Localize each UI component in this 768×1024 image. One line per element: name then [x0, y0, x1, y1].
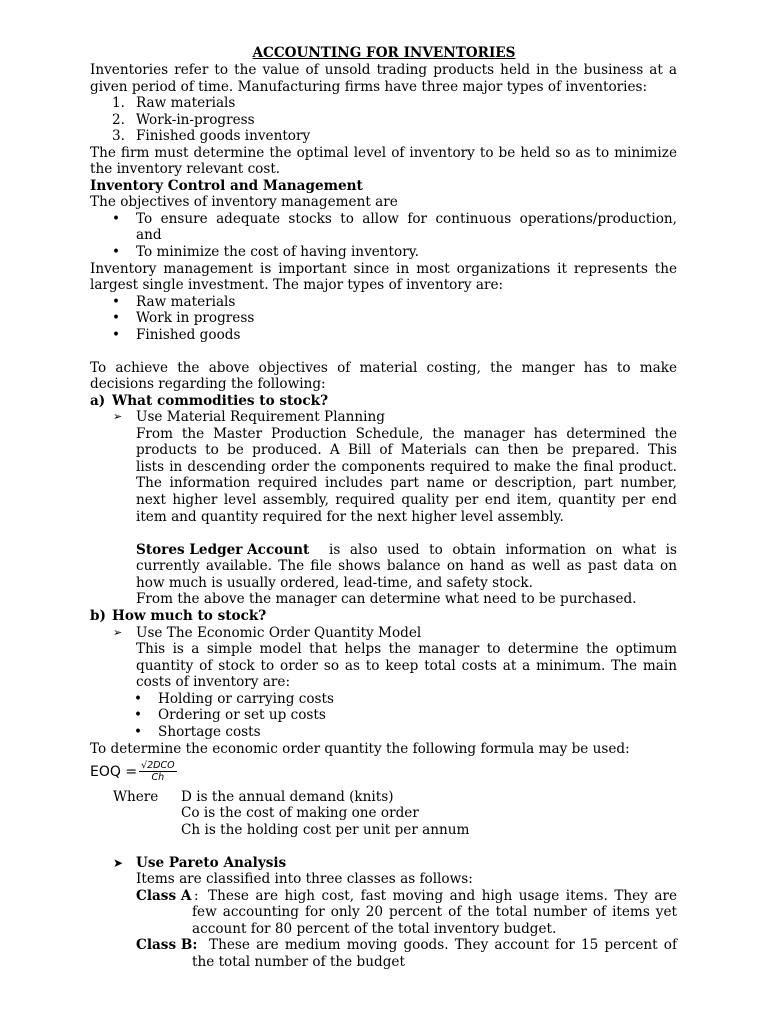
- method-heading: Use Pareto Analysis: [136, 855, 287, 871]
- list-item: To minimize the cost of having inventory.: [136, 244, 419, 260]
- bullet-icon: •: [112, 310, 121, 326]
- list-item: Work in progress: [136, 310, 255, 326]
- mrp-line: next higher level assembly, required quality per end item, quantity per end: [136, 492, 677, 508]
- class-b-line: the total number of the budget: [192, 954, 405, 970]
- list-item: To ensure adequate stocks to allow for continuous operations/production,: [136, 211, 677, 227]
- formula-lhs: EOQ =: [90, 763, 138, 780]
- list-item: Work-in-progress: [136, 112, 255, 128]
- list-number: 3.: [112, 128, 125, 144]
- question-label: b): [90, 608, 106, 624]
- stores-ledger-text: is also used to obtain information on what is: [329, 542, 677, 558]
- arrow-bold-icon: ➤: [113, 856, 124, 870]
- arrow-icon: ➢: [113, 410, 123, 423]
- method-heading: Use The Economic Order Quantity Model: [136, 625, 422, 641]
- list-item-continued: and: [136, 227, 162, 243]
- intro-line-1: Inventories refer to the value of unsold trading products held in the business at a: [90, 62, 677, 78]
- objectives-intro: The objectives of inventory management are: [90, 194, 398, 210]
- achieve-line-2: decisions regarding the following:: [90, 376, 326, 392]
- list-item: Raw materials: [136, 294, 236, 310]
- list-item: Shortage costs: [158, 724, 261, 740]
- importance-line-1: Inventory management is important since in most organizations it represents the: [90, 261, 677, 277]
- eoq-line: quantity of stock to order so as to keep total costs at a minimum. The main: [136, 658, 677, 674]
- where-item: Ch is the holding cost per unit per annum: [181, 822, 470, 838]
- mrp-line: The information required includes part name or description, part number,: [136, 475, 677, 491]
- class-a-label: Class A: [136, 888, 192, 904]
- formula-fraction: [139, 760, 177, 783]
- bullet-icon: •: [112, 211, 121, 227]
- list-number: 2.: [112, 112, 125, 128]
- question-heading: How much to stock?: [112, 608, 267, 624]
- bullet-icon: •: [134, 724, 143, 740]
- stores-ledger-term: Stores Ledger Account: [136, 542, 310, 558]
- pareto-intro: Items are classified into three classes as follows:: [136, 871, 473, 887]
- mrp-line: products to be produced. A Bill of Materials can then be prepared. This: [136, 442, 677, 458]
- bullet-icon: •: [112, 294, 121, 310]
- mrp-line: lists in descending order the components required to make the final product.: [136, 459, 677, 475]
- question-label: a): [90, 393, 106, 409]
- formula-denominator: Ch: [151, 772, 165, 783]
- where-item: D is the annual demand (knits): [181, 789, 394, 805]
- arrow-icon: ➢: [113, 626, 123, 639]
- class-a-line: These are high cost, fast moving and high usage items. They are: [208, 888, 677, 904]
- intro-line-2: given period of time. Manufacturing firms have three major types of inventories:: [90, 79, 648, 95]
- list-item: Finished goods inventory: [136, 128, 311, 144]
- eoq-formula: [90, 760, 177, 783]
- list-item: Finished goods: [136, 327, 241, 343]
- class-a-line: few accounting for only 20 percent of the total number of items yet: [192, 904, 677, 920]
- optimal-line-1: The firm must determine the optimal level of inventory to be held so as to minimize: [90, 145, 677, 161]
- class-a-line: account for 80 percent of the total inventory budget.: [192, 921, 557, 937]
- list-item: Raw materials: [136, 95, 236, 111]
- list-item: Holding or carrying costs: [158, 691, 334, 707]
- eoq-line: costs of inventory are:: [136, 674, 291, 690]
- formula-numerator: √2DCO: [141, 760, 175, 771]
- where-label: Where: [113, 789, 159, 805]
- eoq-line: This is a simple model that helps the manager to determine the optimum: [136, 641, 677, 657]
- question-heading: What commodities to stock?: [112, 393, 329, 409]
- mrp-line: From the Master Production Schedule, the manager has determined the: [136, 426, 677, 442]
- optimal-line-2: the inventory relevant cost.: [90, 161, 281, 177]
- formula-intro: To determine the economic order quantity the following formula may be used:: [90, 741, 630, 757]
- bullet-icon: •: [134, 707, 143, 723]
- bullet-icon: •: [134, 691, 143, 707]
- mrp-line: item and quantity required for the next higher level assembly.: [136, 509, 564, 525]
- stores-ledger-line: From the above the manager can determine what need to be purchased.: [136, 591, 637, 607]
- class-a-colon: :: [194, 888, 199, 904]
- where-item: Co is the cost of making one order: [181, 805, 419, 821]
- list-item: Ordering or set up costs: [158, 707, 326, 723]
- class-b-label: Class B:: [136, 937, 198, 953]
- method-heading: Use Material Requirement Planning: [136, 409, 385, 425]
- page-title: ACCOUNTING FOR INVENTORIES: [252, 45, 516, 61]
- importance-line-2: largest single investment. The major types of inventory are:: [90, 277, 504, 293]
- class-b-line: These are medium moving goods. They account for 15 percent of: [209, 937, 677, 953]
- section-heading: Inventory Control and Management: [90, 178, 363, 194]
- list-number: 1.: [112, 95, 125, 111]
- bullet-icon: •: [112, 244, 121, 260]
- achieve-line-1: To achieve the above objectives of material costing, the manger has to make: [90, 360, 677, 376]
- stores-ledger-line: how much is usually ordered, lead-time, and safety stock.: [136, 575, 533, 591]
- bullet-icon: •: [112, 327, 121, 343]
- stores-ledger-line: currently available. The file shows balance on hand as well as past data on: [136, 558, 677, 574]
